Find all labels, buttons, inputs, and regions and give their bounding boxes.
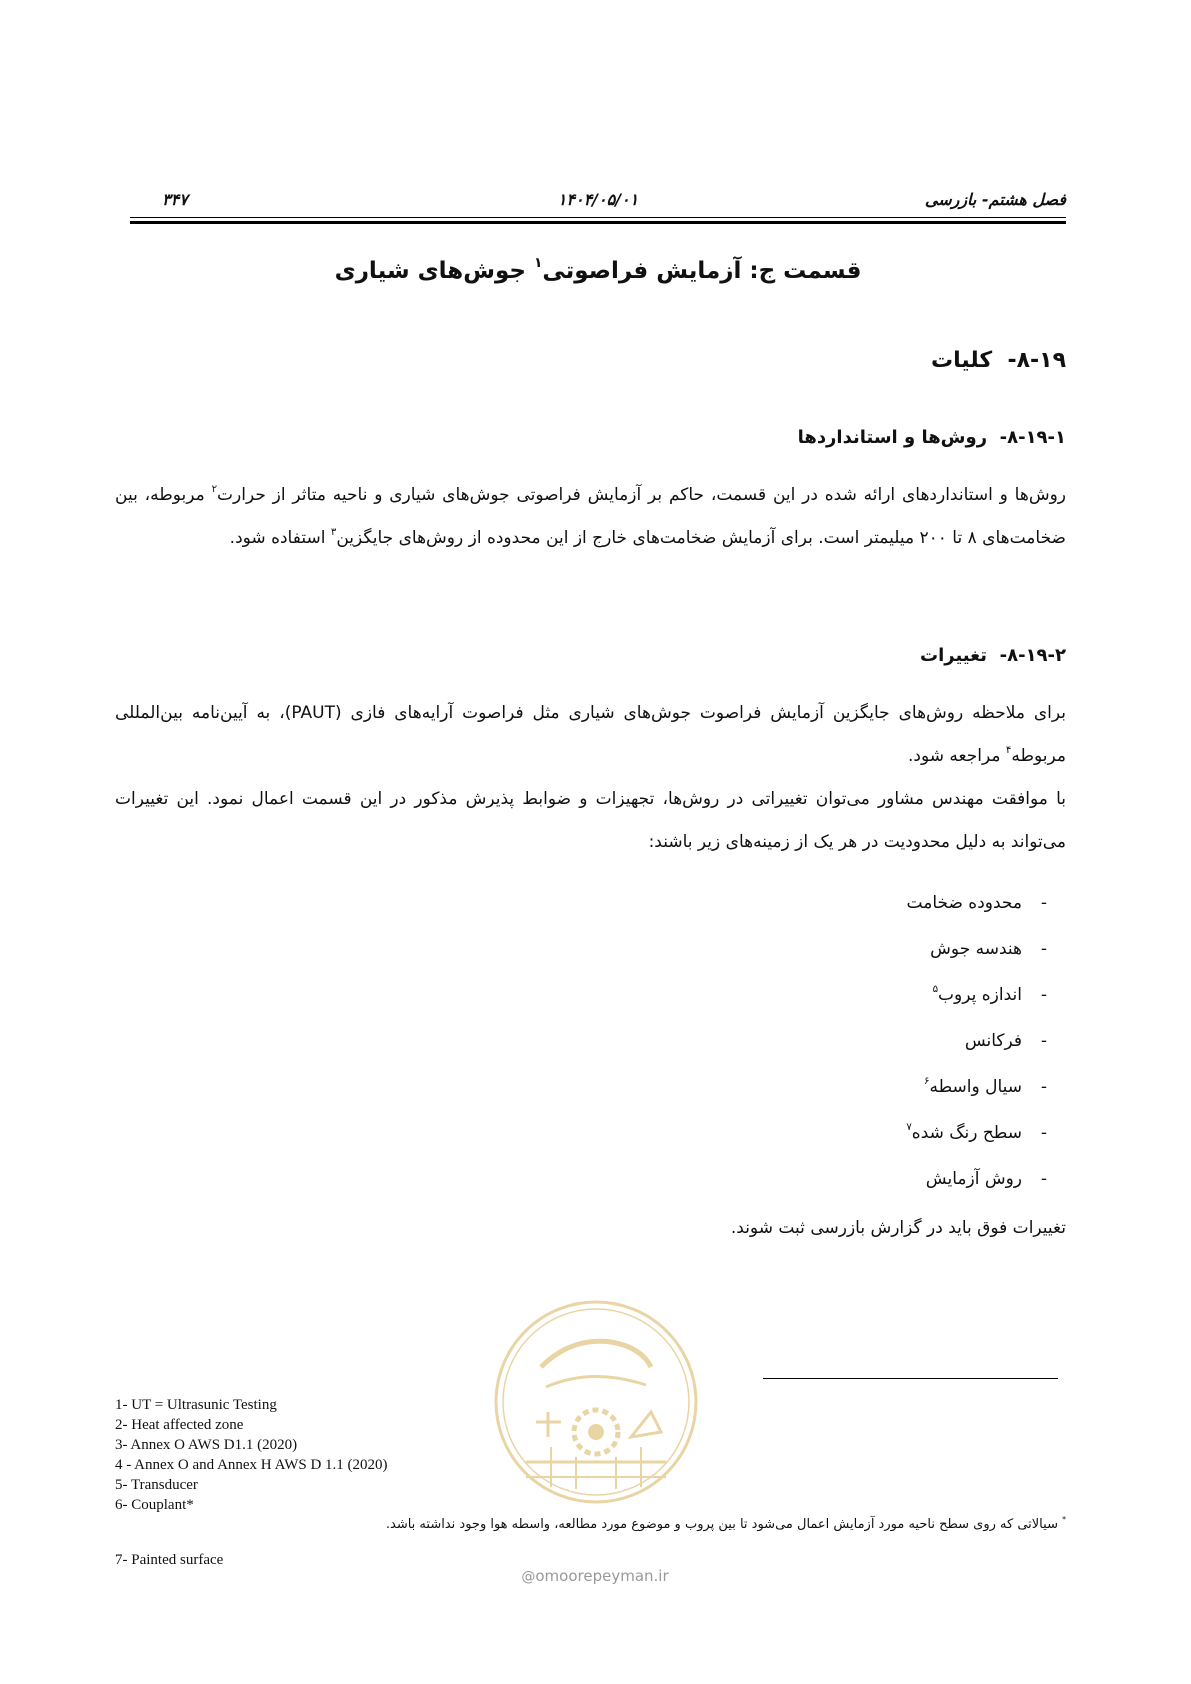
list-item: -اندازه پروب$^۵$ (932, 983, 1048, 1005)
paragraph-alternatives: برای ملاحظه روش‌های جایگزین آزمایش فراصوت جوش‌های شیاری مثل فراصوت آرایه‌های فازی (PAUT)، به آیین‌نامه بین‌المللی مربوطه$^۴$ مراجعه شود. (115, 703, 1067, 766)
paragraph-methods: روش‌ها و استانداردهای ارائه شده در این قسمت، حاکم بر آزمایش فراصوتی جوش‌های شیاری و ناحیه متاثر از حرارت$^۲$ مربوطه، بین ضخامت‌های ۸ تا ۲۰۰ میلیمتر است. برای آزمایش ضخامت‌های خارج از این محدوده از روش‌های جایگزین$^۳$ استفاده شود. (115, 483, 1066, 548)
footnote-ref: ۳ (330, 526, 337, 538)
section-number: ۸-۱۹- (1007, 348, 1066, 373)
footnote: 2- Heat affected zone (115, 1417, 244, 1433)
footnote: 4 - Annex O and Annex H AWS D 1.1 (2020) (115, 1457, 388, 1473)
footnotes-list (115, 1395, 388, 1515)
footnote: 3- Annex O AWS D1.1 (2020) (115, 1437, 298, 1453)
subsection-heading-methods (798, 427, 1066, 448)
subsection-number: ۸-۱۹-۲- (999, 645, 1066, 666)
footnote: 1- UT = Ultrasunic Testing (115, 1397, 277, 1413)
part-title: قسمت ج: آزمایش فراصوتی$^۱$ جوش‌های شیاری (334, 254, 862, 284)
subsection-heading-changes (920, 645, 1066, 666)
footnote-ref: ۱ (533, 254, 543, 271)
footnote-persian: * سیالاتی که روی سطح ناحیه مورد آزمایش اعمال می‌شود تا بین پروب و موضوع مورد مطالعه، واسطه هوا وجود نداشته باشد. (385, 1514, 1066, 1532)
list-item: -هندسه جوش (930, 939, 1048, 959)
list-item: -سیال واسطه$^۶$ (923, 1075, 1048, 1097)
list-item: -فرکانس (964, 1031, 1048, 1051)
footnote: 7- Painted surface (115, 1552, 224, 1568)
list-item: -محدوده ضخامت (906, 893, 1048, 913)
footnote-ref: ۴ (1005, 744, 1012, 756)
paragraph-record: تغییرات فوق باید در گزارش بازرسی ثبت شوند. (730, 1218, 1066, 1238)
header-date: ۱۴۰۴/۰۵/۰۱ (557, 190, 639, 209)
footnote-separator (763, 1378, 1058, 1379)
paragraph-approval: با موافقت مهندس مشاور می‌توان تغییراتی در روش‌ها، تجهیزات و ضوابط پذیرش مذکور در این قسمت اعمال نمود. این تغییرات می‌تواند به دلیل محدودیت در هر یک از زمینه‌های زیر باشند: (115, 789, 1066, 852)
list-item: -سطح رنگ شده$^۷$ (906, 1121, 1048, 1143)
section-label: کلیات (930, 348, 993, 373)
running-header (130, 190, 1066, 214)
subsection-label: تغییرات (920, 645, 988, 666)
page-number: ۳۴۷ (162, 190, 188, 209)
chapter-title: فصل هشتم- بازرسی (924, 190, 1066, 209)
limitations-list (666, 880, 1066, 1202)
subsection-number: ۸-۱۹-۱- (999, 427, 1066, 448)
footnote-ref: ۲ (211, 483, 218, 495)
footnote: 5- Transducer (115, 1477, 198, 1493)
header-rule-thin (130, 217, 1066, 218)
watermark-logo-icon (491, 1297, 701, 1507)
header-rule-thick (130, 221, 1066, 224)
watermark-url: @omoorepeyman.ir (521, 1567, 669, 1585)
subsection-label: روش‌ها و استانداردها (797, 427, 988, 448)
footnote: 6- Couplant* (115, 1497, 194, 1513)
list-item: -روش آزمایش (925, 1169, 1048, 1189)
section-heading (931, 348, 1066, 373)
